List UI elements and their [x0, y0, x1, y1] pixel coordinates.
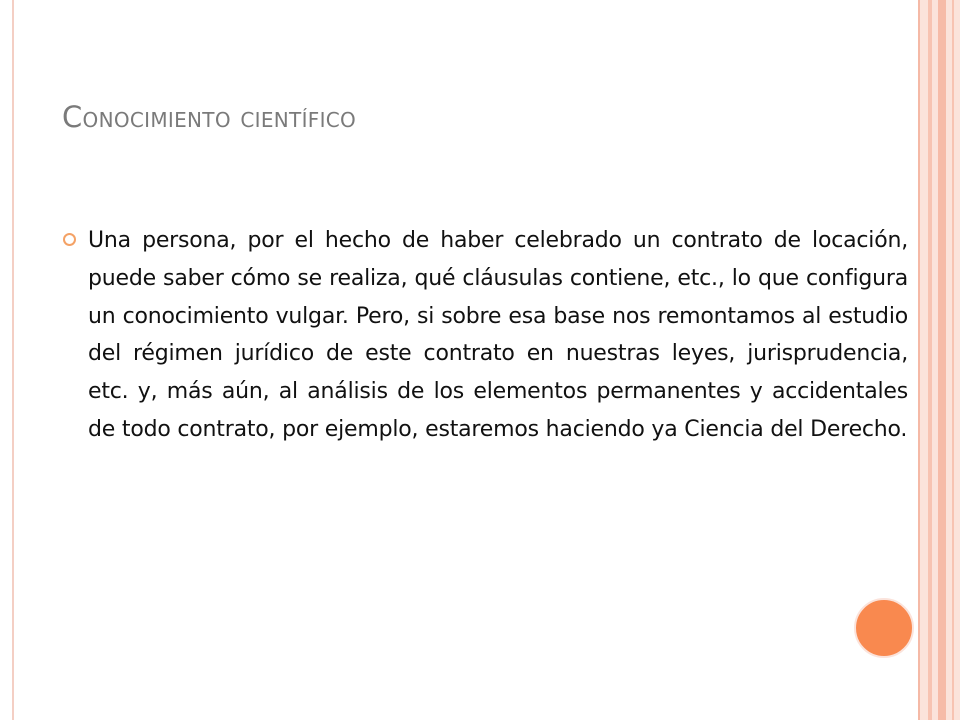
right-stripe	[938, 0, 946, 720]
orange-circle-decoration	[854, 598, 914, 658]
ring-bullet-icon	[63, 233, 76, 246]
left-frame-line	[12, 0, 14, 720]
slide-title: Conocimiento científico	[62, 100, 357, 134]
bullet-text: Una persona, por el hecho de haber celebrado un contrato de locación, puede saber cómo se realiza, qué cláusulas contiene, etc., lo que configura un conocimiento vulgar. Pero, si sobre esa base nos remontamos al estudio del régimen jurídico de este contrato en nuestras leyes, jurisprudencia, etc. y, más aún, al análisis de los elementos permanentes y accidentales de todo contrato, por ejemplo, estaremos haciendo ya Ciencia del Derecho.	[88, 228, 908, 442]
right-stripe	[918, 0, 920, 720]
right-stripe	[928, 0, 932, 720]
right-stripe	[952, 0, 954, 720]
